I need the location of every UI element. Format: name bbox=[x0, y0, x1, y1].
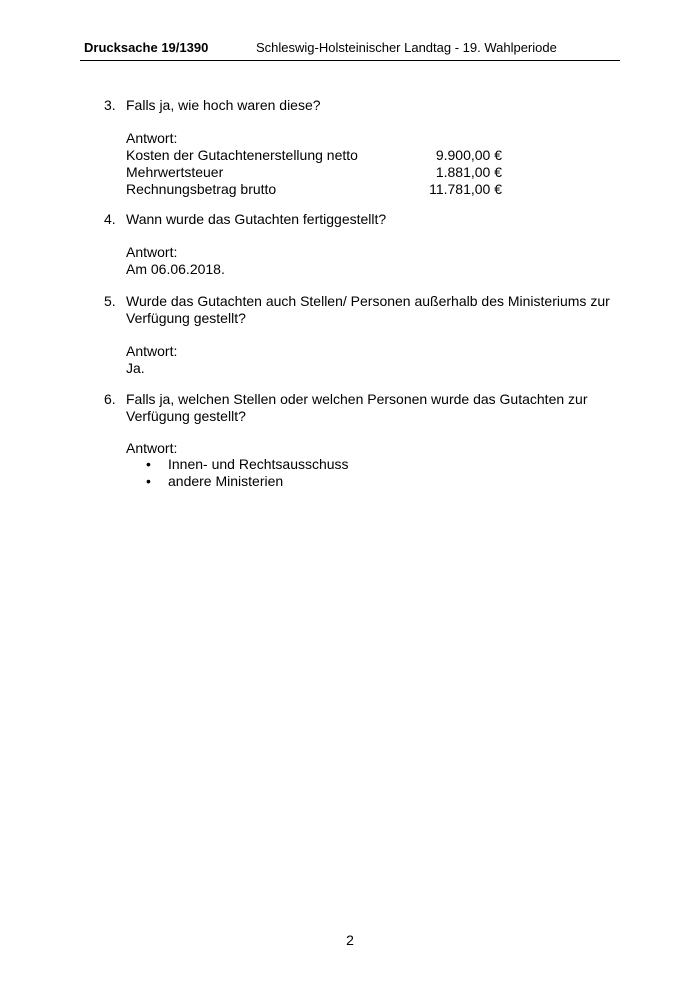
document-number: Drucksache 19/1390 bbox=[84, 40, 209, 55]
question-number: 6. bbox=[104, 391, 116, 407]
parliament-title: Schleswig-Holsteinischer Landtag - 19. Wahlperiode bbox=[256, 40, 557, 55]
cost-table bbox=[126, 147, 502, 198]
question-text-line: Verfügung gestellt? bbox=[126, 408, 246, 424]
answer-text: Ja. bbox=[126, 360, 145, 376]
cost-amount: 11.781,00 € bbox=[429, 181, 502, 197]
answer-text: Am 06.06.2018. bbox=[126, 261, 225, 277]
list-item-text: andere Ministerien bbox=[168, 473, 284, 489]
answer-label: Antwort: bbox=[126, 343, 178, 359]
answer-6-label bbox=[126, 440, 177, 457]
question-text-line: Wurde das Gutachten auch Stellen/ Personen außerhalb des Ministeriums zur bbox=[126, 293, 610, 309]
question-number: 5. bbox=[104, 293, 116, 309]
cost-row bbox=[126, 147, 502, 164]
bullet-icon: • bbox=[146, 473, 151, 489]
question-text: Wann wurde das Gutachten fertiggestellt? bbox=[126, 211, 387, 227]
answer-label: Antwort: bbox=[126, 440, 178, 456]
question-number: 3. bbox=[104, 97, 116, 113]
cost-row bbox=[126, 164, 502, 181]
answer-5 bbox=[126, 343, 177, 377]
cost-label: Rechnungsbetrag brutto bbox=[126, 181, 277, 197]
cost-amount: 1.881,00 € bbox=[435, 164, 502, 180]
list-item-text: Innen- und Rechtsausschuss bbox=[168, 456, 349, 472]
answer-label: Antwort: bbox=[126, 244, 178, 260]
bullet-icon: • bbox=[146, 456, 151, 472]
cost-label: Mehrwertsteuer bbox=[126, 164, 224, 180]
question-text: Falls ja, wie hoch waren diese? bbox=[126, 97, 321, 113]
answer-label: Antwort: bbox=[126, 130, 178, 146]
cost-amount: 9.900,00 € bbox=[435, 147, 502, 163]
page-number: 2 bbox=[346, 932, 354, 948]
question-text-line: Falls ja, welchen Stellen oder welchen Personen wurde das Gutachten zur bbox=[126, 391, 588, 407]
answer-3-label bbox=[126, 130, 177, 147]
question-text-line: Verfügung gestellt? bbox=[126, 310, 246, 326]
cost-label: Kosten der Gutachtenerstellung netto bbox=[126, 147, 358, 163]
answer-4 bbox=[126, 244, 225, 278]
page-header bbox=[80, 38, 620, 61]
cost-row bbox=[126, 181, 502, 198]
question-number: 4. bbox=[104, 211, 116, 227]
